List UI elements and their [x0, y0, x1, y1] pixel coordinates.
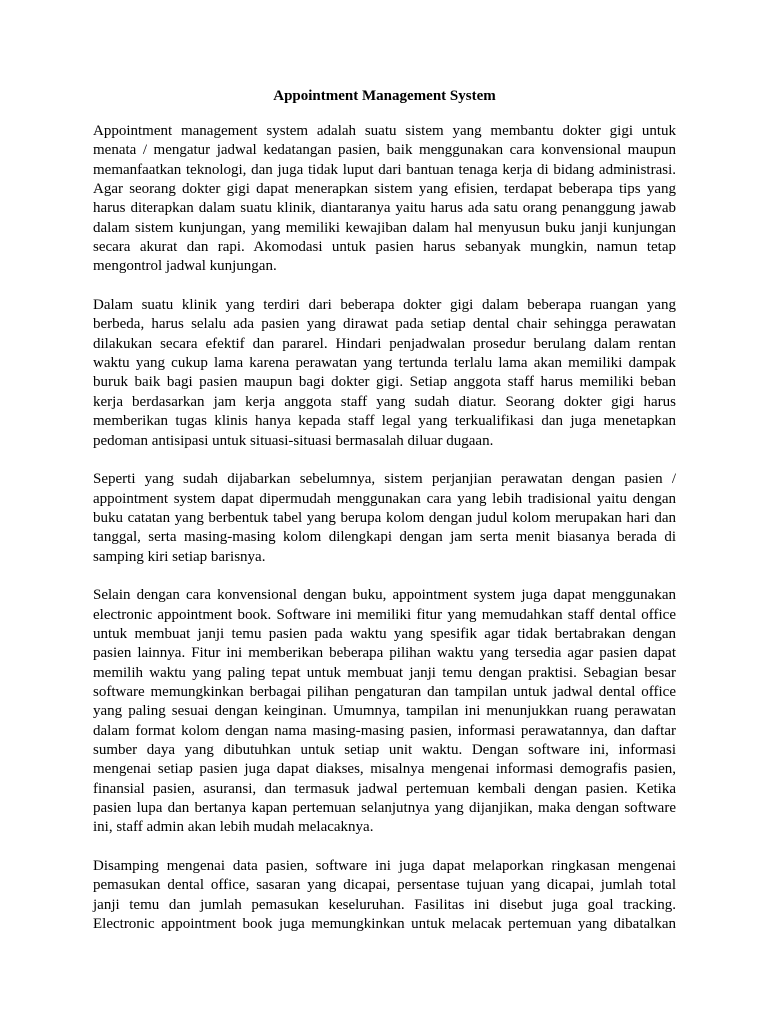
paragraph-5 [93, 857, 676, 934]
text-line: Seperti yang sudah dijabarkan sebelumnya, sistem perjanjian perawatan dengan pasien / [93, 471, 676, 488]
text-line: buku catatan yang berbentuk tabel yang berupa kolom dengan judul kolom merupakan hari dan [93, 509, 676, 526]
text-line: untuk membuat janji temu pasien pada waktu yang spesifik agar tidak bertabrakan dengan [93, 625, 676, 642]
paragraph-1 [93, 122, 676, 277]
text-line: memanfaatkan teknologi, dan juga tidak luput dari bantuan tenaga kerja di bidang administrasi. [93, 161, 676, 178]
text-line: waktu yang cukup lama karena perawatan yang tertunda terlalu lama akan memiliki dampak [93, 355, 676, 372]
text-line: samping kiri setiap barisnya. [93, 548, 266, 565]
text-line: tanggal, serta masing-masing kolom dilengkapi dengan jam serta menit biasanya berada di [93, 529, 676, 546]
paragraph-3 [93, 470, 676, 567]
paragraph-2 [93, 296, 676, 451]
text-line: harus diterapkan dalam suatu klinik, diantaranya yaitu harus ada satu orang penanggung jawab [93, 200, 676, 217]
text-line: Agar seorang dokter gigi dapat menerapkan sistem yang efisien, terdapat beberapa tips yang [93, 181, 676, 198]
text-line: secara akurat dan rapi. Akomodasi untuk pasien harus sebanyak mungkin, namun tetap [93, 239, 676, 256]
text-line: sumber daya yang dibutuhkan untuk setiap unit waktu. Dengan software ini, informasi [93, 741, 676, 758]
text-line: ini, staff admin akan lebih mudah melacaknya. [93, 819, 374, 836]
text-line: Appointment management system adalah suatu sistem yang membantu dokter gigi untuk [93, 123, 676, 140]
text-line: menata / mengatur jadwal kedatangan pasien, baik menggunakan cara konvensional maupun [93, 142, 676, 159]
document-body [93, 87, 676, 954]
text-line: memilih waktu yang paling tepat untuk membuat janji temu dengan praktisi. Sebagian besar [93, 664, 676, 681]
text-line: Selain dengan cara konvensional dengan buku, appointment system juga dapat menggunakan [93, 587, 676, 604]
text-line: dalam sistem kunjungan, yang memiliki kewajiban dalam hal menyusun buku janji kunjungan [93, 219, 676, 236]
paragraph-4 [93, 586, 676, 837]
text-line: finansial pasien, asuransi, dan termasuk jadwal pertemuan kembali dengan pasien. Ketika [93, 780, 676, 797]
text-line: buruk baik bagi pasien maupun bagi dokter gigi. Setiap anggota staff harus memiliki beban [93, 374, 676, 391]
document-title: Appointment Management System [273, 88, 496, 104]
text-line: Disamping mengenai data pasien, software ini juga dapat melaporkan ringkasan mengenai [93, 858, 676, 875]
text-line: mengontrol jadwal kunjungan. [93, 258, 277, 275]
text-line: appointment system dapat dipermudah menggunakan cara yang lebih tradisional yaitu dengan [93, 490, 676, 507]
text-line: pemasukan dental office, sasaran yang dicapai, persentase tujuan yang dicapai, jumlah total [93, 877, 676, 894]
text-line: electronic appointment book. Software ini memiliki fitur yang memudahkan staff dental office [93, 606, 676, 623]
text-line: Electronic appointment book juga memungkinkan untuk melacak pertemuan yang dibatalkan [93, 916, 676, 933]
text-line: mengenai setiap pasien juga dapat diakses, misalnya mengenai informasi demografis pasien, [93, 761, 676, 778]
text-line: memberikan tugas klinis hanya kepada staff legal yang terkualifikasi dan juga menetapkan [93, 413, 676, 430]
text-line: janji temu dan jumlah pemasukan keseluruhan. Fasilitas ini disebut juga goal tracking. [93, 896, 676, 913]
text-line: Dalam suatu klinik yang terdiri dari beberapa dokter gigi dalam beberapa ruangan yang [93, 297, 676, 314]
text-line: dalam format kolom dengan nama masing-masing pasien, informasi perawatannya, dan daftar [93, 722, 676, 739]
text-line: yang paling sesuai dengan keinginan. Umumnya, tampilan ini menunjukkan ruang perawatan [93, 703, 676, 720]
text-line: software memungkinkan berbagai pilihan pengaturan dan tampilan untuk jadwal dental office [93, 683, 676, 700]
text-line: pasien lainnya. Fitur ini memberikan beberapa pilihan waktu yang tersedia agar pasien dapat [93, 645, 676, 662]
text-line: berbeda, harus selalu ada pasien yang dirawat pada setiap dental chair sehingga perawatan [93, 316, 676, 333]
text-line: pasien lupa dan bertanya kapan pertemuan selanjutnya yang dijanjikan, maka dengan software [93, 800, 676, 817]
text-line: dilakukan secara efektif dan pararel. Hindari penjadwalan prosedur berulang dalam rentan [93, 335, 676, 352]
text-line: pedoman antisipasi untuk situasi-situasi bermasalah diluar dugaan. [93, 432, 494, 449]
text-line: kerja berdasarkan jam kerja anggota staff yang sudah diatur. Seorang dokter gigi harus [93, 393, 676, 410]
